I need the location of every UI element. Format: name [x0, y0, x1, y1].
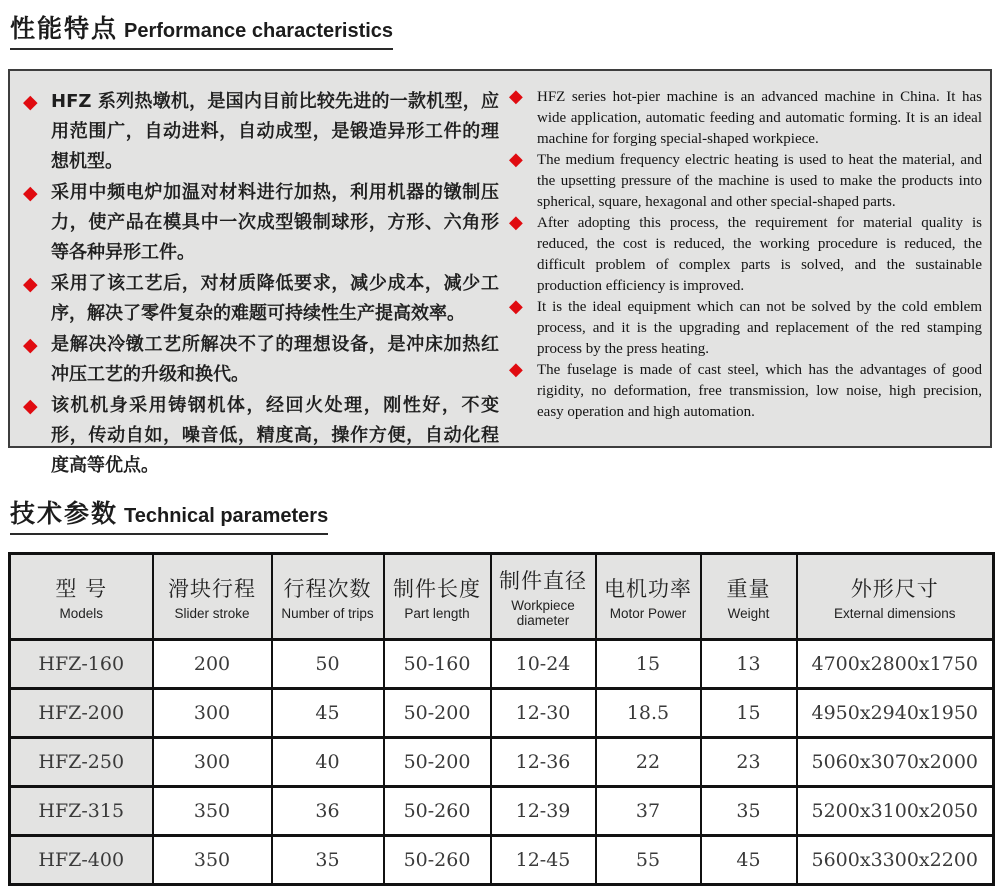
diamond-bullet-icon: ◆ — [23, 182, 38, 204]
header-zh: 行程次数 — [283, 576, 372, 601]
cell-external-dimensions: 4950x2940x1950 — [797, 689, 994, 738]
cell-part-length: 50-200 — [384, 689, 491, 738]
features-list-en — [507, 87, 982, 423]
cell-number-of-trips: 45 — [272, 689, 384, 738]
cell-model: HFZ-250 — [10, 738, 153, 787]
cell-number-of-trips: 36 — [272, 787, 384, 836]
cell-model: HFZ-160 — [10, 640, 153, 689]
feature-text: The fuselage is made of cast steel, which has the advantages of good rigidity, no deformation, free transmission, low noise, high precision, easy operation and high automation. — [537, 362, 982, 420]
header-en: External dimensions — [833, 605, 956, 621]
cell-workpiece-diameter: 12-30 — [491, 689, 596, 738]
performance-title-zh: 性能特点 — [10, 14, 119, 43]
cell-part-length: 50-160 — [384, 640, 491, 689]
cell-motor-power: 18.5 — [596, 689, 701, 738]
feature-text: It is the ideal equipment which can not be solved by the cold emblem process, and it is the upgrading and replacement of the red stamping process by the press heating. — [537, 299, 982, 357]
feature-text: 该机机身采用铸钢机体，经回火处理，刚性好，不变形，传动自如，噪音低，精度高，操作方便，自动化程度高等优点。 — [51, 395, 499, 476]
cell-model: HFZ-200 — [10, 689, 153, 738]
header-motor-power — [596, 554, 701, 640]
cell-weight: 13 — [701, 640, 797, 689]
features-list-zh — [16, 87, 499, 481]
cell-model: HFZ-400 — [10, 836, 153, 885]
cell-external-dimensions: 5060x3070x2000 — [797, 738, 994, 787]
cell-external-dimensions: 5600x3300x2200 — [797, 836, 994, 885]
feature-item-en — [507, 213, 982, 297]
cell-weight: 15 — [701, 689, 797, 738]
diamond-bullet-icon: ◆ — [23, 334, 38, 356]
cell-slider-stroke: 350 — [153, 787, 272, 836]
header-models — [10, 554, 153, 640]
table-row — [10, 787, 994, 836]
feature-item-zh — [16, 269, 499, 329]
cell-slider-stroke: 350 — [153, 836, 272, 885]
feature-item-zh — [16, 330, 499, 390]
feature-item-en — [507, 87, 982, 150]
cell-motor-power: 22 — [596, 738, 701, 787]
performance-features-panel — [8, 69, 992, 476]
features-column-english — [499, 87, 982, 436]
table-row — [10, 738, 994, 787]
table-row — [10, 640, 994, 689]
parameters-title-en: Technical parameters — [124, 505, 329, 527]
parameters-title-zh: 技术参数 — [10, 499, 119, 528]
feature-text: 采用了该工艺后，对材质降低要求，减少成本，减少工序，解决了零件复杂的难题可持续性生产提高效率。 — [51, 273, 499, 324]
header-zh: 型 号 — [55, 576, 108, 601]
feature-item-zh — [16, 391, 499, 481]
feature-item-zh — [16, 178, 499, 268]
diamond-bullet-icon: ◆ — [509, 359, 523, 379]
feature-text: The medium frequency electric heating is used to heat the material, and the upsetting pressure of the machine is used to make the products into spherical, square, hexagonal and other special-shaped parts. — [537, 152, 982, 210]
table-row — [10, 689, 994, 738]
cell-external-dimensions: 5200x3100x2050 — [797, 787, 994, 836]
diamond-bullet-icon: ◆ — [23, 273, 38, 295]
header-en: Number of trips — [281, 605, 374, 621]
diamond-bullet-icon: ◆ — [509, 86, 523, 106]
cell-weight: 45 — [701, 836, 797, 885]
cell-slider-stroke: 300 — [153, 689, 272, 738]
features-column-chinese — [16, 87, 499, 476]
cell-number-of-trips: 35 — [272, 836, 384, 885]
header-zh: 制件长度 — [393, 576, 481, 601]
feature-item-en — [507, 150, 982, 213]
diamond-bullet-icon: ◆ — [509, 149, 523, 169]
header-zh: 制件直径 — [499, 569, 587, 593]
cell-workpiece-diameter: 12-45 — [491, 836, 596, 885]
cell-motor-power: 55 — [596, 836, 701, 885]
cell-weight: 35 — [701, 787, 797, 836]
technical-parameters-table — [8, 552, 995, 886]
header-en: Weight — [727, 605, 770, 621]
table-header-row — [10, 554, 994, 640]
performance-section-title — [10, 9, 393, 50]
cell-model: HFZ-315 — [10, 787, 153, 836]
diamond-bullet-icon: ◆ — [23, 395, 38, 417]
feature-text: HFZ 系列热墩机，是国内目前比较先进的一款机型，应用范围广，自动进料，自动成型，是锻造异形工件的理想机型。 — [51, 91, 499, 172]
table-row — [10, 836, 994, 885]
cell-slider-stroke: 200 — [153, 640, 272, 689]
header-en: Motor Power — [609, 605, 687, 621]
diamond-bullet-icon: ◆ — [509, 212, 523, 232]
cell-part-length: 50-200 — [384, 738, 491, 787]
cell-part-length: 50-260 — [384, 787, 491, 836]
header-zh: 滑块行程 — [168, 576, 256, 601]
diamond-bullet-icon: ◆ — [509, 296, 523, 316]
header-workpiece-diameter — [491, 554, 596, 640]
feature-item-zh — [16, 87, 499, 177]
cell-number-of-trips: 50 — [272, 640, 384, 689]
cell-workpiece-diameter: 12-39 — [491, 787, 596, 836]
header-zh: 重量 — [726, 576, 771, 601]
header-slider-stroke — [153, 554, 272, 640]
header-zh: 外形尺寸 — [850, 576, 939, 601]
header-en: Models — [59, 605, 104, 621]
feature-text: 采用中频电炉加温对材料进行加热，利用机器的镦制压力，使产品在模具中一次成型锻制球形，方形、六角形等各种异形工件。 — [51, 182, 499, 263]
cell-slider-stroke: 300 — [153, 738, 272, 787]
header-weight — [701, 554, 797, 640]
cell-number-of-trips: 40 — [272, 738, 384, 787]
feature-item-en — [507, 360, 982, 423]
cell-external-dimensions: 4700x2800x1750 — [797, 640, 994, 689]
performance-title-en: Performance characteristics — [124, 20, 394, 42]
header-en: Slider stroke — [174, 605, 250, 621]
feature-text: HFZ series hot-pier machine is an advanced machine in China. It has wide application, automatic feeding and automatic forming. It is an ideal machine for forging special-shaped workpiece. — [537, 89, 982, 147]
feature-text: 是解决冷镦工艺所解决不了的理想设备，是冲床加热红冲压工艺的升级和换代。 — [51, 334, 499, 385]
cell-workpiece-diameter: 12-36 — [491, 738, 596, 787]
cell-workpiece-diameter: 10-24 — [491, 640, 596, 689]
header-en: Part length — [404, 605, 470, 621]
cell-weight: 23 — [701, 738, 797, 787]
cell-motor-power: 15 — [596, 640, 701, 689]
feature-text: After adopting this process, the requirement for material quality is reduced, the cost is reduced, the working procedure is reduced, the difficult problem of complex parts is solved, and the sustainable production efficiency is improved. — [537, 215, 982, 294]
diamond-bullet-icon: ◆ — [23, 91, 38, 113]
header-part-length — [384, 554, 491, 640]
header-en: Workpiece diameter — [511, 598, 575, 628]
header-external-dimensions — [797, 554, 994, 640]
cell-motor-power: 37 — [596, 787, 701, 836]
header-number-of-trips — [272, 554, 384, 640]
parameters-section-title — [10, 494, 328, 535]
cell-part-length: 50-260 — [384, 836, 491, 885]
header-zh: 电机功率 — [604, 576, 692, 601]
feature-item-en — [507, 297, 982, 360]
